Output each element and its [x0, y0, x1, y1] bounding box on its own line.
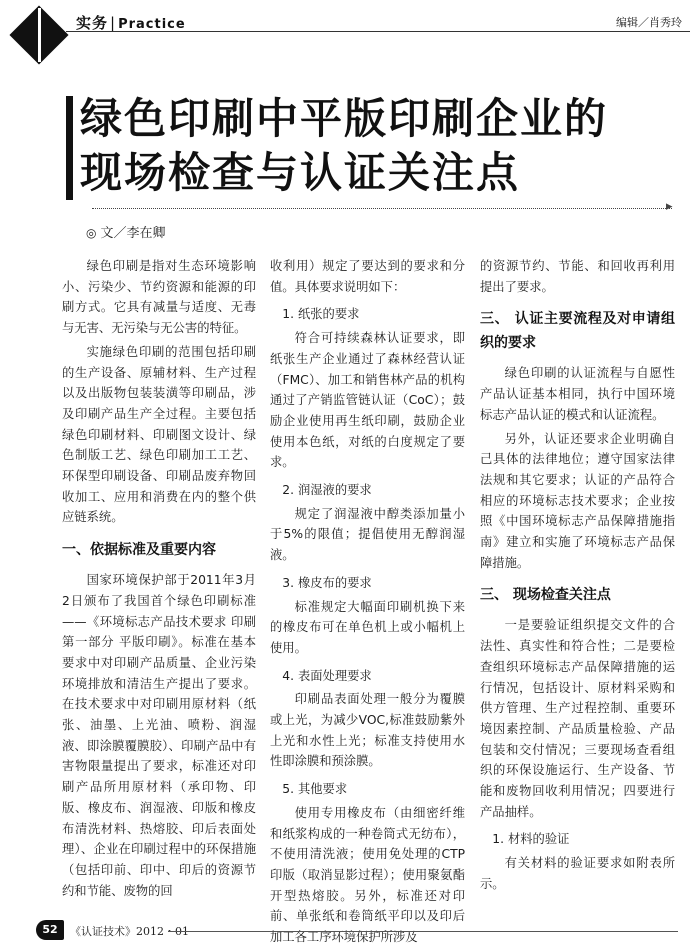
paragraph: 印刷品表面处理一般分为覆膜或上光，为减少VOC,标准鼓励紫外上光和水性上光；标准支持使用水性即涂膜和预涂膜。 [270, 692, 465, 769]
paragraph: 绿色印刷是指对生态环境影响小、污染少、节约资源和能源的印刷方式。它具有减量与适度、无毒与无害、无污染与无公害的特征。 [62, 259, 256, 336]
subheading: 4. 表面处理要求 [282, 668, 372, 683]
section-label-en: Practice [118, 17, 186, 32]
paragraph: 绿色印刷的认证流程与自愿性产品认证基本相同，执行中国环境标志产品认证的模式和认证流程。 [480, 366, 675, 422]
header-rule [66, 31, 690, 32]
subheading: 1. 材料的验证 [492, 832, 570, 847]
editor-credit: 编辑／肖秀玲 [616, 16, 682, 29]
article-title-line-1: 绿色印刷中平版印刷企业的 [80, 94, 609, 143]
column-1 [62, 256, 256, 904]
article-title [80, 92, 680, 200]
section-heading: 三、 认证主要流程及对申请组织的要求 [480, 311, 675, 352]
journal-issue: 《认证技术》2012・01 [70, 925, 189, 938]
arrow-right-icon: ▸ [666, 199, 673, 214]
paragraph: 符合可持续森林认证要求，即纸张生产企业通过了森林经营认证（FMC）、加工和销售林产品的机构通过了产销监管链认证（CoC）；鼓励企业使用再生纸印刷，鼓励企业使用本色纸，对纸的白度规定了要求。 [270, 331, 465, 470]
section-heading: 三、 现场检查关注点 [480, 587, 611, 604]
section-label-cn: 实务 [76, 14, 109, 32]
paragraph: 的资源节约、节能、和回收再利用提出了要求。 [480, 259, 675, 294]
subheading: 2. 润湿液的要求 [282, 483, 372, 498]
byline-bullet-icon: ◎ [86, 226, 97, 240]
paragraph: 另外，认证还要求企业明确自己具体的法律地位；遵守国家法律法规和其它要求；认证的产品符合相应的环境标志技术要求；企业按照《中国环境标志产品保障措施指南》建立和实施了环境标志产品保障措施。 [480, 431, 675, 570]
column-3 [480, 256, 675, 898]
paragraph: 使用专用橡皮布（由细密纤维和纸浆构成的一种卷筒式无纺布），不使用清洗液；使用免处理的CTP印版（取消显影过程）；使用聚氨酯开型热熔胶。另外，标准还对印前、单张纸和卷筒纸平印以及印后加工各工序环境保护所涉及 [270, 805, 465, 945]
subheading: 1. 纸张的要求 [282, 307, 360, 322]
paragraph: 一是要验证组织提交文件的合法性、真实性和符合性；二是要检查组织环境标志产品保障措施的运行情况，包括设计、原材料采购和供方管理、生产过程控制、重要环境因素控制、产品质量检验、产品包装和交付情况；三要现场查看组织的环保设施运行、生产设备、节能和废物回收利用情况；四要进行产品抽样。 [480, 618, 675, 819]
paragraph: 有关材料的验证要求如附表所示。 [480, 856, 675, 891]
paragraph: 标准规定大幅面印刷机换下来的橡皮布可在单色机上或小幅机上使用。 [270, 599, 465, 655]
article-title-line-2: 现场检查与认证关注点 [80, 148, 521, 197]
section-label-separator: | [110, 14, 117, 32]
section-label [76, 12, 186, 33]
title-accent-bar [66, 96, 73, 200]
section-heading: 一、依据标准及重要内容 [62, 542, 216, 559]
paragraph: 国家环境保护部于2011年3月2日颁布了我国首个绿色印刷标准——《环境标志产品技术要求 印刷 第一部分 平版印刷》。标准在基本要求中对印刷产品质量、企业污染环境排放和清洁生产提出了要求。在技术要求中对印刷用原材料（纸张、油墨、上光油、喷粉、润湿液、即涂膜覆膜胶）、印刷产品中有害物限量提出了要求，标准还对印刷产品所用原材料（承印物、印版、橡皮布、润湿液、印版和橡皮布清洗材料、热熔胶、印后表面处理）、企业在印刷过程中的环保措施（包括印前、印中、印后的资源节约和节能、废物的回 [62, 573, 256, 898]
paragraph: 实施绿色印刷的范围包括印刷的生产设备、原辅材料、生产过程以及出版物包装装潢等印刷品，涉及印刷产品生产全过程。主要包括绿色印刷材料、印刷图文设计、绿色制版工艺、绿色印刷加工工艺、环保型印刷设备、印刷品废弃物回收加工、应用和消费在内的整个供应链系统。 [62, 344, 256, 525]
column-2 [270, 256, 465, 951]
section-logo-divider [38, 8, 41, 62]
footer-rule [168, 931, 678, 932]
paragraph: 规定了润湿液中醇类添加量小于5%的限值；提倡使用无醇润湿液。 [270, 506, 465, 563]
byline-author: 文／李在卿 [100, 226, 166, 241]
title-dotted-rule [92, 208, 672, 209]
subheading: 3. 橡皮布的要求 [282, 575, 372, 590]
paragraph: 收利用）规定了要达到的要求和分值。具体要求说明如下： [270, 259, 465, 294]
page-number: 52 [36, 920, 64, 940]
byline [86, 222, 166, 241]
subheading: 5. 其他要求 [282, 782, 348, 797]
